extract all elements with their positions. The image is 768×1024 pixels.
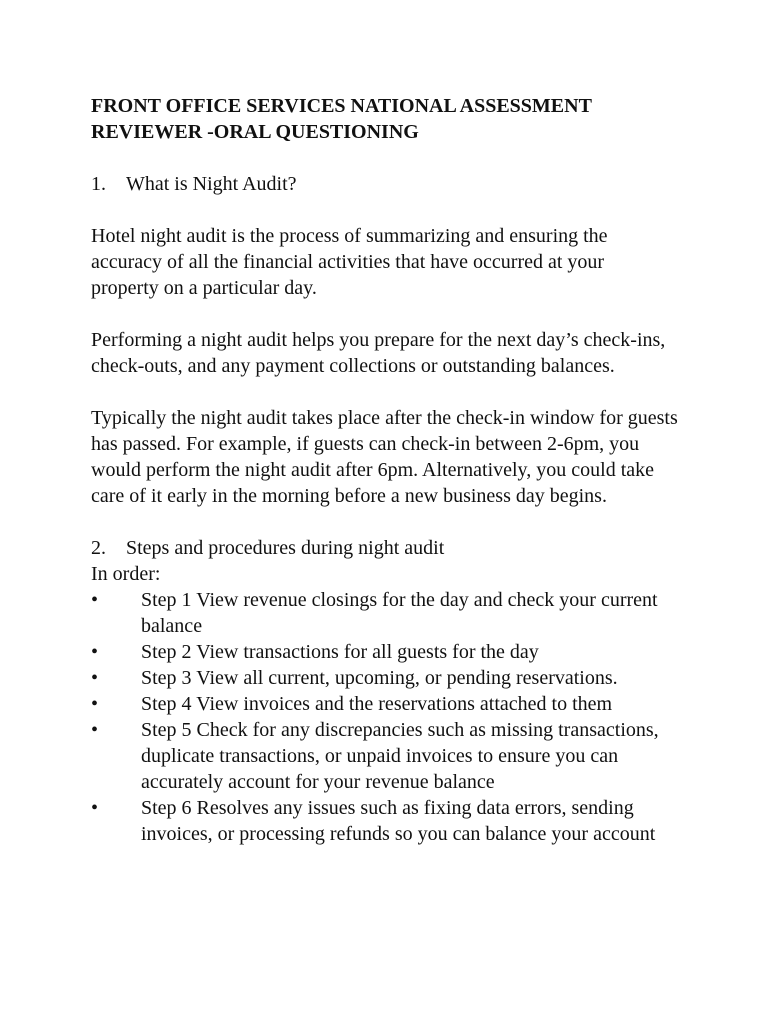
paragraph-2: Performing a night audit helps you prepare for the next day’s check-ins, check-outs, and any payment collections or outstanding balances. bbox=[91, 329, 666, 377]
step-item-5 bbox=[91, 717, 681, 795]
step-text: Step 6 Resolves any issues such as fixing data errors, sending invoices, or processing refunds so you can balance your account bbox=[141, 797, 656, 845]
step-text: Step 2 View transactions for all guests for the day bbox=[141, 641, 539, 663]
question-1 bbox=[91, 171, 691, 197]
step-item-4 bbox=[91, 691, 681, 717]
bullet-icon: • bbox=[91, 719, 99, 741]
question-2-text: Steps and procedures during night audit bbox=[126, 537, 445, 559]
spacer bbox=[91, 197, 691, 223]
question-2 bbox=[91, 535, 691, 561]
bullet-icon: • bbox=[91, 589, 99, 611]
bullet-icon: • bbox=[91, 693, 99, 715]
step-text: Step 1 View revenue closings for the day and check your current balance bbox=[141, 589, 658, 637]
steps-list bbox=[91, 587, 691, 847]
question-2-number: 2. bbox=[91, 537, 106, 559]
spacer bbox=[91, 509, 691, 535]
question-1-number: 1. bbox=[91, 173, 106, 195]
spacer bbox=[91, 145, 691, 171]
bullet-icon: • bbox=[91, 641, 99, 663]
title-line-2: REVIEWER -ORAL QUESTIONING bbox=[91, 121, 419, 143]
spacer bbox=[91, 379, 691, 405]
paragraph-1: Hotel night audit is the process of summarizing and ensuring the accuracy of all the financial activities that have occurred at your property on a particular day. bbox=[91, 225, 608, 299]
step-item-2 bbox=[91, 639, 681, 665]
bullet-icon: • bbox=[91, 797, 99, 819]
bullet-icon: • bbox=[91, 667, 99, 689]
step-text: Step 4 View invoices and the reservations attached to them bbox=[141, 693, 613, 715]
paragraph-3: Typically the night audit takes place after the check-in window for guests has passed. For example, if guests can check-in between 2-6pm, you would perform the night audit after 6pm. Alternatively, you could take care of it early in the morning before a new business day begins. bbox=[91, 407, 678, 507]
step-item-6 bbox=[91, 795, 681, 847]
step-item-3 bbox=[91, 665, 681, 691]
step-text: Step 5 Check for any discrepancies such as missing transactions, duplicate transactions, or unpaid invoices to ensure you can accurately account for your revenue balance bbox=[141, 719, 659, 793]
in-order-label: In order: bbox=[91, 563, 161, 585]
question-1-text: What is Night Audit? bbox=[126, 173, 297, 195]
document-title bbox=[91, 93, 691, 145]
title-line-1: FRONT OFFICE SERVICES NATIONAL ASSESSMENT bbox=[91, 95, 592, 117]
step-text: Step 3 View all current, upcoming, or pending reservations. bbox=[141, 667, 618, 689]
step-item-1 bbox=[91, 587, 681, 639]
document-content bbox=[91, 93, 691, 847]
spacer bbox=[91, 301, 691, 327]
